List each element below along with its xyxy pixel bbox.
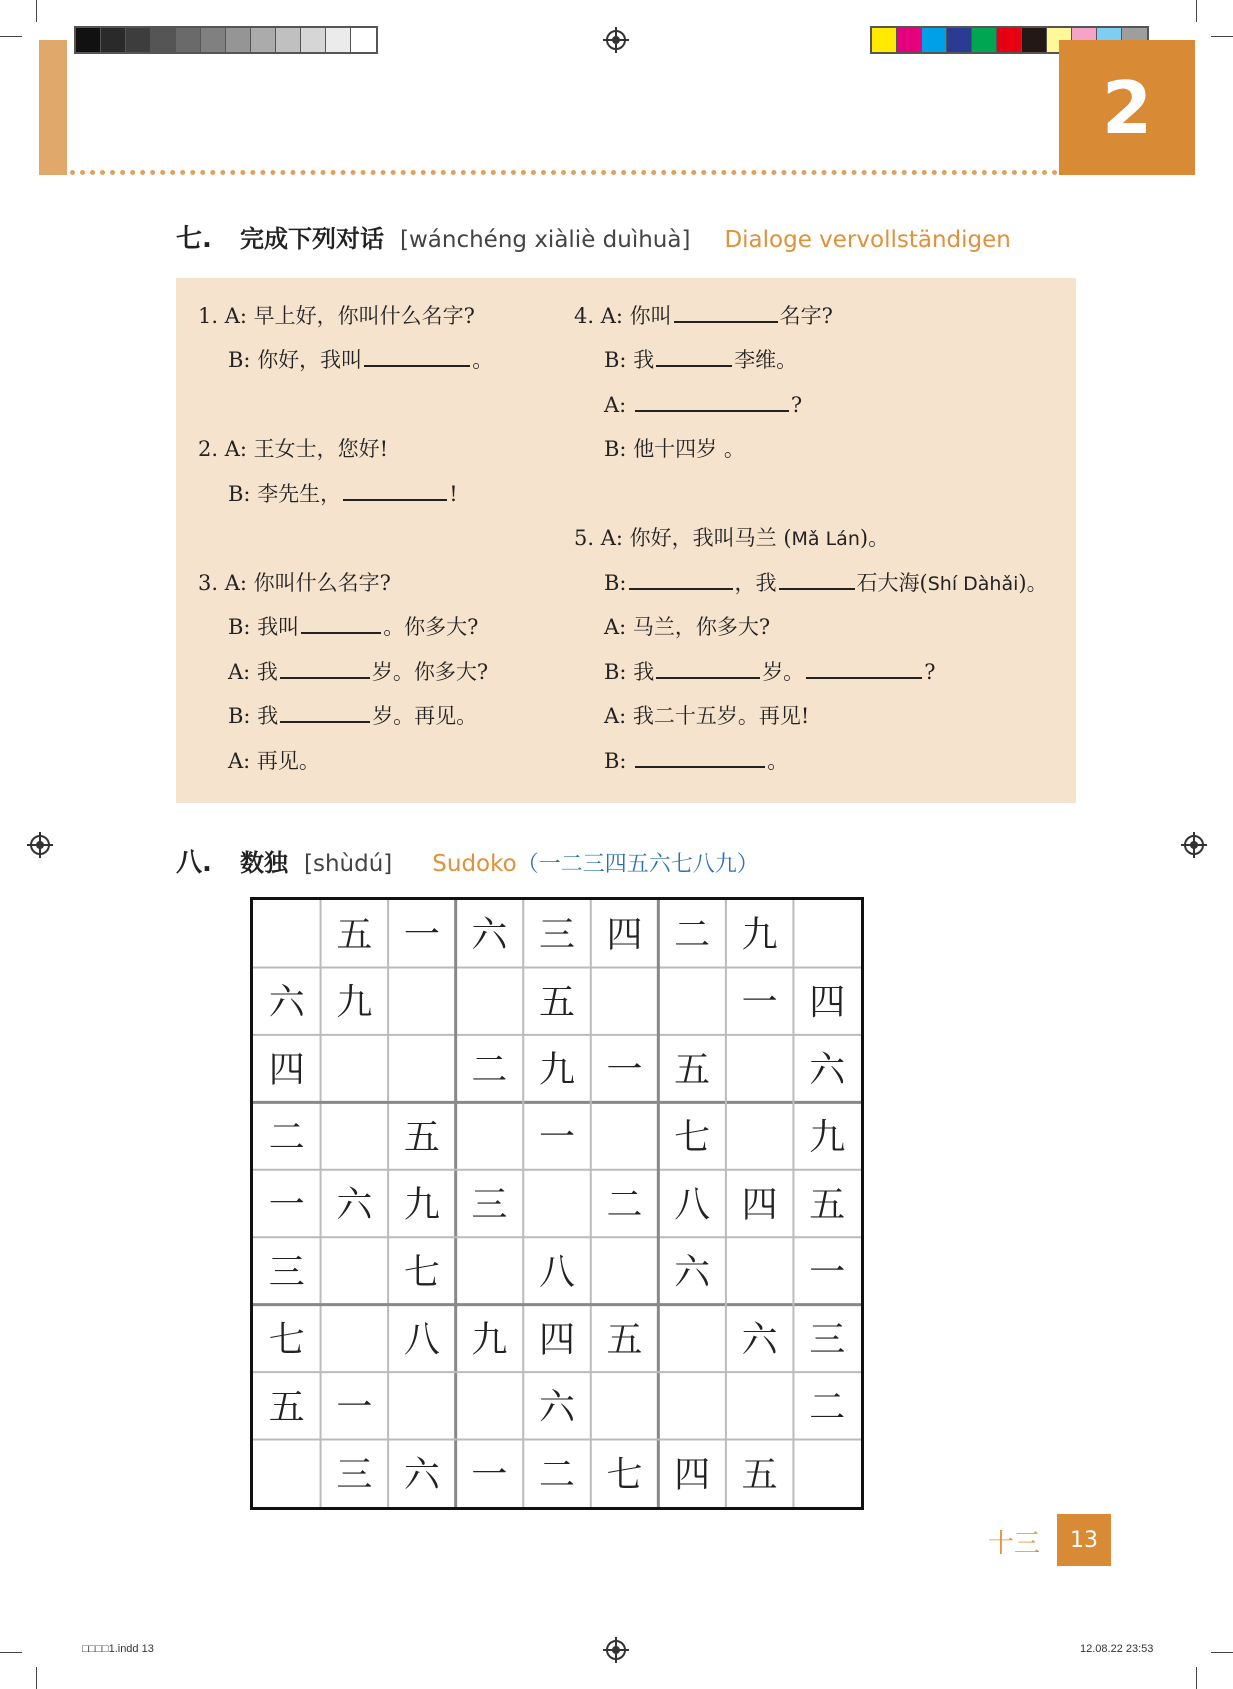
sudoku-cell-given: 四 — [268, 1049, 305, 1091]
sudoku-cell-given: 五 — [538, 982, 576, 1024]
registration-mark-icon — [606, 1640, 626, 1660]
gray-swatch — [351, 28, 376, 52]
gray-swatch — [326, 28, 351, 52]
dialogue-1-line-b: B: 你好，我叫 。 — [228, 348, 494, 372]
registration-mark-icon — [30, 835, 50, 855]
sudoku-cell-given: 六 — [741, 1319, 778, 1361]
sudoku-cell-given: 三 — [336, 1454, 373, 1496]
sudoku-cell-given: 五 — [403, 1117, 440, 1159]
answer-blank[interactable] — [301, 631, 381, 634]
sudoku-cell-given: 一 — [471, 1454, 508, 1496]
sudoku-cell-given: 八 — [674, 1184, 711, 1226]
section8-title-digits: （一二三四五六七八九） — [516, 852, 759, 877]
gray-swatch — [301, 28, 326, 52]
sudoku-cell-given: 九 — [336, 982, 373, 1024]
color-swatch — [922, 28, 947, 52]
answer-blank[interactable] — [656, 676, 760, 679]
dialogue-2-line-b: B: 李先生， ! — [228, 482, 458, 506]
section7-title-zh: 完成下列对话 — [240, 225, 384, 253]
gray-swatch — [176, 28, 201, 52]
sudoku-svg — [253, 900, 861, 1507]
sudoku-cell-given: 六 — [403, 1454, 440, 1496]
chapter-tab — [39, 40, 67, 175]
sudoku-cell-given: 三 — [538, 914, 576, 956]
section8-number: 八. — [176, 848, 212, 878]
sudoku-cell-given: 一 — [403, 914, 440, 956]
sudoku-cell-given: 二 — [268, 1117, 305, 1159]
sudoku-cell-given: 九 — [809, 1117, 846, 1159]
answer-blank[interactable] — [806, 676, 922, 679]
crop-mark — [1211, 36, 1233, 37]
dialogue-4-line-d: B: 他十四岁 。 — [604, 437, 745, 461]
color-swatch — [947, 28, 972, 52]
sudoku-cell-given: 一 — [606, 1049, 643, 1091]
dialogue-5-line-c: A: 马兰，你多大? — [604, 615, 771, 639]
dialogue-5-line-a: 5. A: 你好，我叫马兰 (Mǎ Lán)。 — [574, 526, 890, 550]
sudoku-cell-given: 一 — [809, 1251, 846, 1293]
section8-title-de: Sudoko — [432, 851, 517, 877]
section8-title — [176, 842, 759, 879]
dialogue-5-line-b: B: ，我 石大海(Shí Dàhǎi)。 — [604, 571, 1048, 595]
color-swatch — [872, 28, 897, 52]
sudoku-cell-given: 七 — [606, 1454, 643, 1496]
sudoku-cell-given: 三 — [809, 1319, 846, 1361]
crop-mark — [0, 1652, 22, 1653]
dialogue-3-line-d: B: 我 岁。再见。 — [228, 704, 478, 728]
gray-swatch — [151, 28, 176, 52]
sudoku-cell-given: 六 — [674, 1251, 711, 1293]
sudoku-cell-given: 九 — [538, 1049, 576, 1091]
sudoku-cell-given: 四 — [538, 1319, 576, 1361]
gray-swatch — [126, 28, 151, 52]
sudoku-cell-given: 一 — [336, 1386, 373, 1428]
sudoku-cell-given: 七 — [268, 1319, 305, 1361]
answer-blank[interactable] — [656, 364, 732, 367]
sudoku-cell-given: 九 — [403, 1184, 440, 1226]
answer-blank[interactable] — [635, 765, 765, 768]
sudoku-cell-given: 六 — [268, 982, 305, 1024]
dialogue-5-line-e: A: 我二十五岁。再见! — [604, 704, 810, 728]
dialogue-4-line-a: 4. A: 你叫 名字? — [574, 304, 833, 328]
sudoku-cell-given: 五 — [674, 1049, 711, 1091]
color-swatch — [972, 28, 997, 52]
answer-blank[interactable] — [674, 320, 778, 323]
sudoku-cell-given: 六 — [471, 914, 508, 956]
answer-blank[interactable] — [364, 364, 470, 367]
sudoku-cell-given: 八 — [538, 1251, 576, 1293]
sudoku-cell-given: 五 — [268, 1386, 305, 1428]
crop-mark — [1211, 1652, 1233, 1653]
section7-title-pinyin: [wánchéng xiàliè duìhuà] — [400, 227, 691, 253]
slug-file: □□□□1.indd 13 — [82, 1643, 154, 1655]
sudoku-cell-given: 三 — [471, 1184, 508, 1226]
sudoku-cell-given: 二 — [674, 914, 711, 956]
sudoku-cell-given: 六 — [336, 1184, 373, 1226]
gray-swatch — [276, 28, 301, 52]
dialogue-4-line-b: B: 我 李维。 — [604, 348, 798, 372]
answer-blank[interactable] — [280, 676, 370, 679]
color-swatch — [997, 28, 1022, 52]
slug-date: 12.08.22 23:53 — [1080, 1643, 1154, 1655]
crop-mark — [1196, 1667, 1197, 1689]
sudoku-cell-given: 二 — [606, 1184, 643, 1226]
dialogue-4-line-c: A: ? — [604, 393, 803, 417]
dialogue-1-line-a: 1. A: 早上好，你叫什么名字? — [198, 304, 475, 328]
registration-mark-icon — [606, 30, 626, 50]
sudoku-cell-given: 六 — [809, 1049, 846, 1091]
dialogue-5-line-f: B: 。 — [604, 749, 789, 773]
sudoku-cell-given: 一 — [741, 982, 778, 1024]
sudoku-cell-given: 七 — [674, 1117, 711, 1159]
answer-blank[interactable] — [635, 409, 789, 412]
dotted-divider — [70, 170, 1058, 175]
crop-mark — [0, 36, 22, 37]
section8-title-pinyin: [shùdú] — [304, 851, 393, 877]
sudoku-cell-given: 五 — [606, 1319, 643, 1361]
sudoku-cell-given: 八 — [403, 1319, 440, 1361]
crop-mark — [1196, 0, 1197, 22]
dialogue-5-line-d: B: 我 岁。 ? — [604, 660, 936, 684]
sudoku-cell-given: 一 — [538, 1117, 576, 1159]
dialogue-3-line-b: B: 我叫 。你多大? — [228, 615, 479, 639]
sudoku-cell-given: 五 — [741, 1454, 778, 1496]
crop-mark — [36, 1667, 37, 1689]
sudoku-cell-given: 四 — [741, 1184, 778, 1226]
gray-swatch — [201, 28, 226, 52]
color-swatch — [1022, 28, 1047, 52]
crop-mark — [36, 0, 37, 22]
gray-swatch — [251, 28, 276, 52]
registration-mark-icon — [1184, 835, 1204, 855]
dialogue-3-line-e: A: 再见。 — [228, 749, 320, 773]
sudoku-cell-given: 九 — [741, 914, 778, 956]
answer-blank[interactable] — [280, 720, 370, 723]
page-number-zh: 十三 — [988, 1529, 1041, 1559]
sudoku-cell-given: 五 — [809, 1184, 846, 1226]
sudoku-cell-given: 五 — [336, 914, 373, 956]
sudoku-cell-given: 七 — [403, 1251, 440, 1293]
gray-swatch — [76, 28, 101, 52]
dialogue-2-line-a: 2. A: 王女士，您好! — [198, 437, 389, 461]
answer-blank[interactable] — [343, 498, 447, 501]
sudoku-cell-given: 四 — [606, 914, 643, 956]
sudoku-cell-given: 六 — [538, 1386, 576, 1428]
gray-swatch — [226, 28, 251, 52]
sudoku-cell-given: 二 — [809, 1386, 846, 1428]
color-swatch — [897, 28, 922, 52]
sudoku-cell-given: 三 — [268, 1251, 305, 1293]
chapter-number: 2 — [1059, 40, 1195, 175]
answer-blank[interactable] — [779, 587, 855, 590]
sudoku-cell-given: 九 — [471, 1319, 508, 1361]
gray-color-bar — [74, 26, 378, 54]
dialogue-3-line-c: A: 我 岁。你多大? — [228, 660, 489, 684]
sudoku-cell-given: 一 — [268, 1184, 305, 1226]
gray-swatch — [101, 28, 126, 52]
dialogue-3-line-a: 3. A: 你叫什么名字? — [198, 571, 391, 595]
sudoku-cell-given: 四 — [809, 982, 846, 1024]
section7-title — [176, 218, 1011, 255]
sudoku-grid — [250, 897, 864, 1510]
answer-blank[interactable] — [629, 587, 733, 590]
sudoku-cell-given: 二 — [538, 1454, 576, 1496]
section8-title-zh: 数独 — [240, 849, 288, 877]
section7-number: 七. — [176, 224, 212, 254]
section7-title-de: Dialoge vervollständigen — [724, 227, 1011, 253]
page-number: 13 — [1057, 1514, 1111, 1566]
sudoku-cell-given: 二 — [471, 1049, 508, 1091]
sudoku-cell-given: 四 — [674, 1454, 711, 1496]
